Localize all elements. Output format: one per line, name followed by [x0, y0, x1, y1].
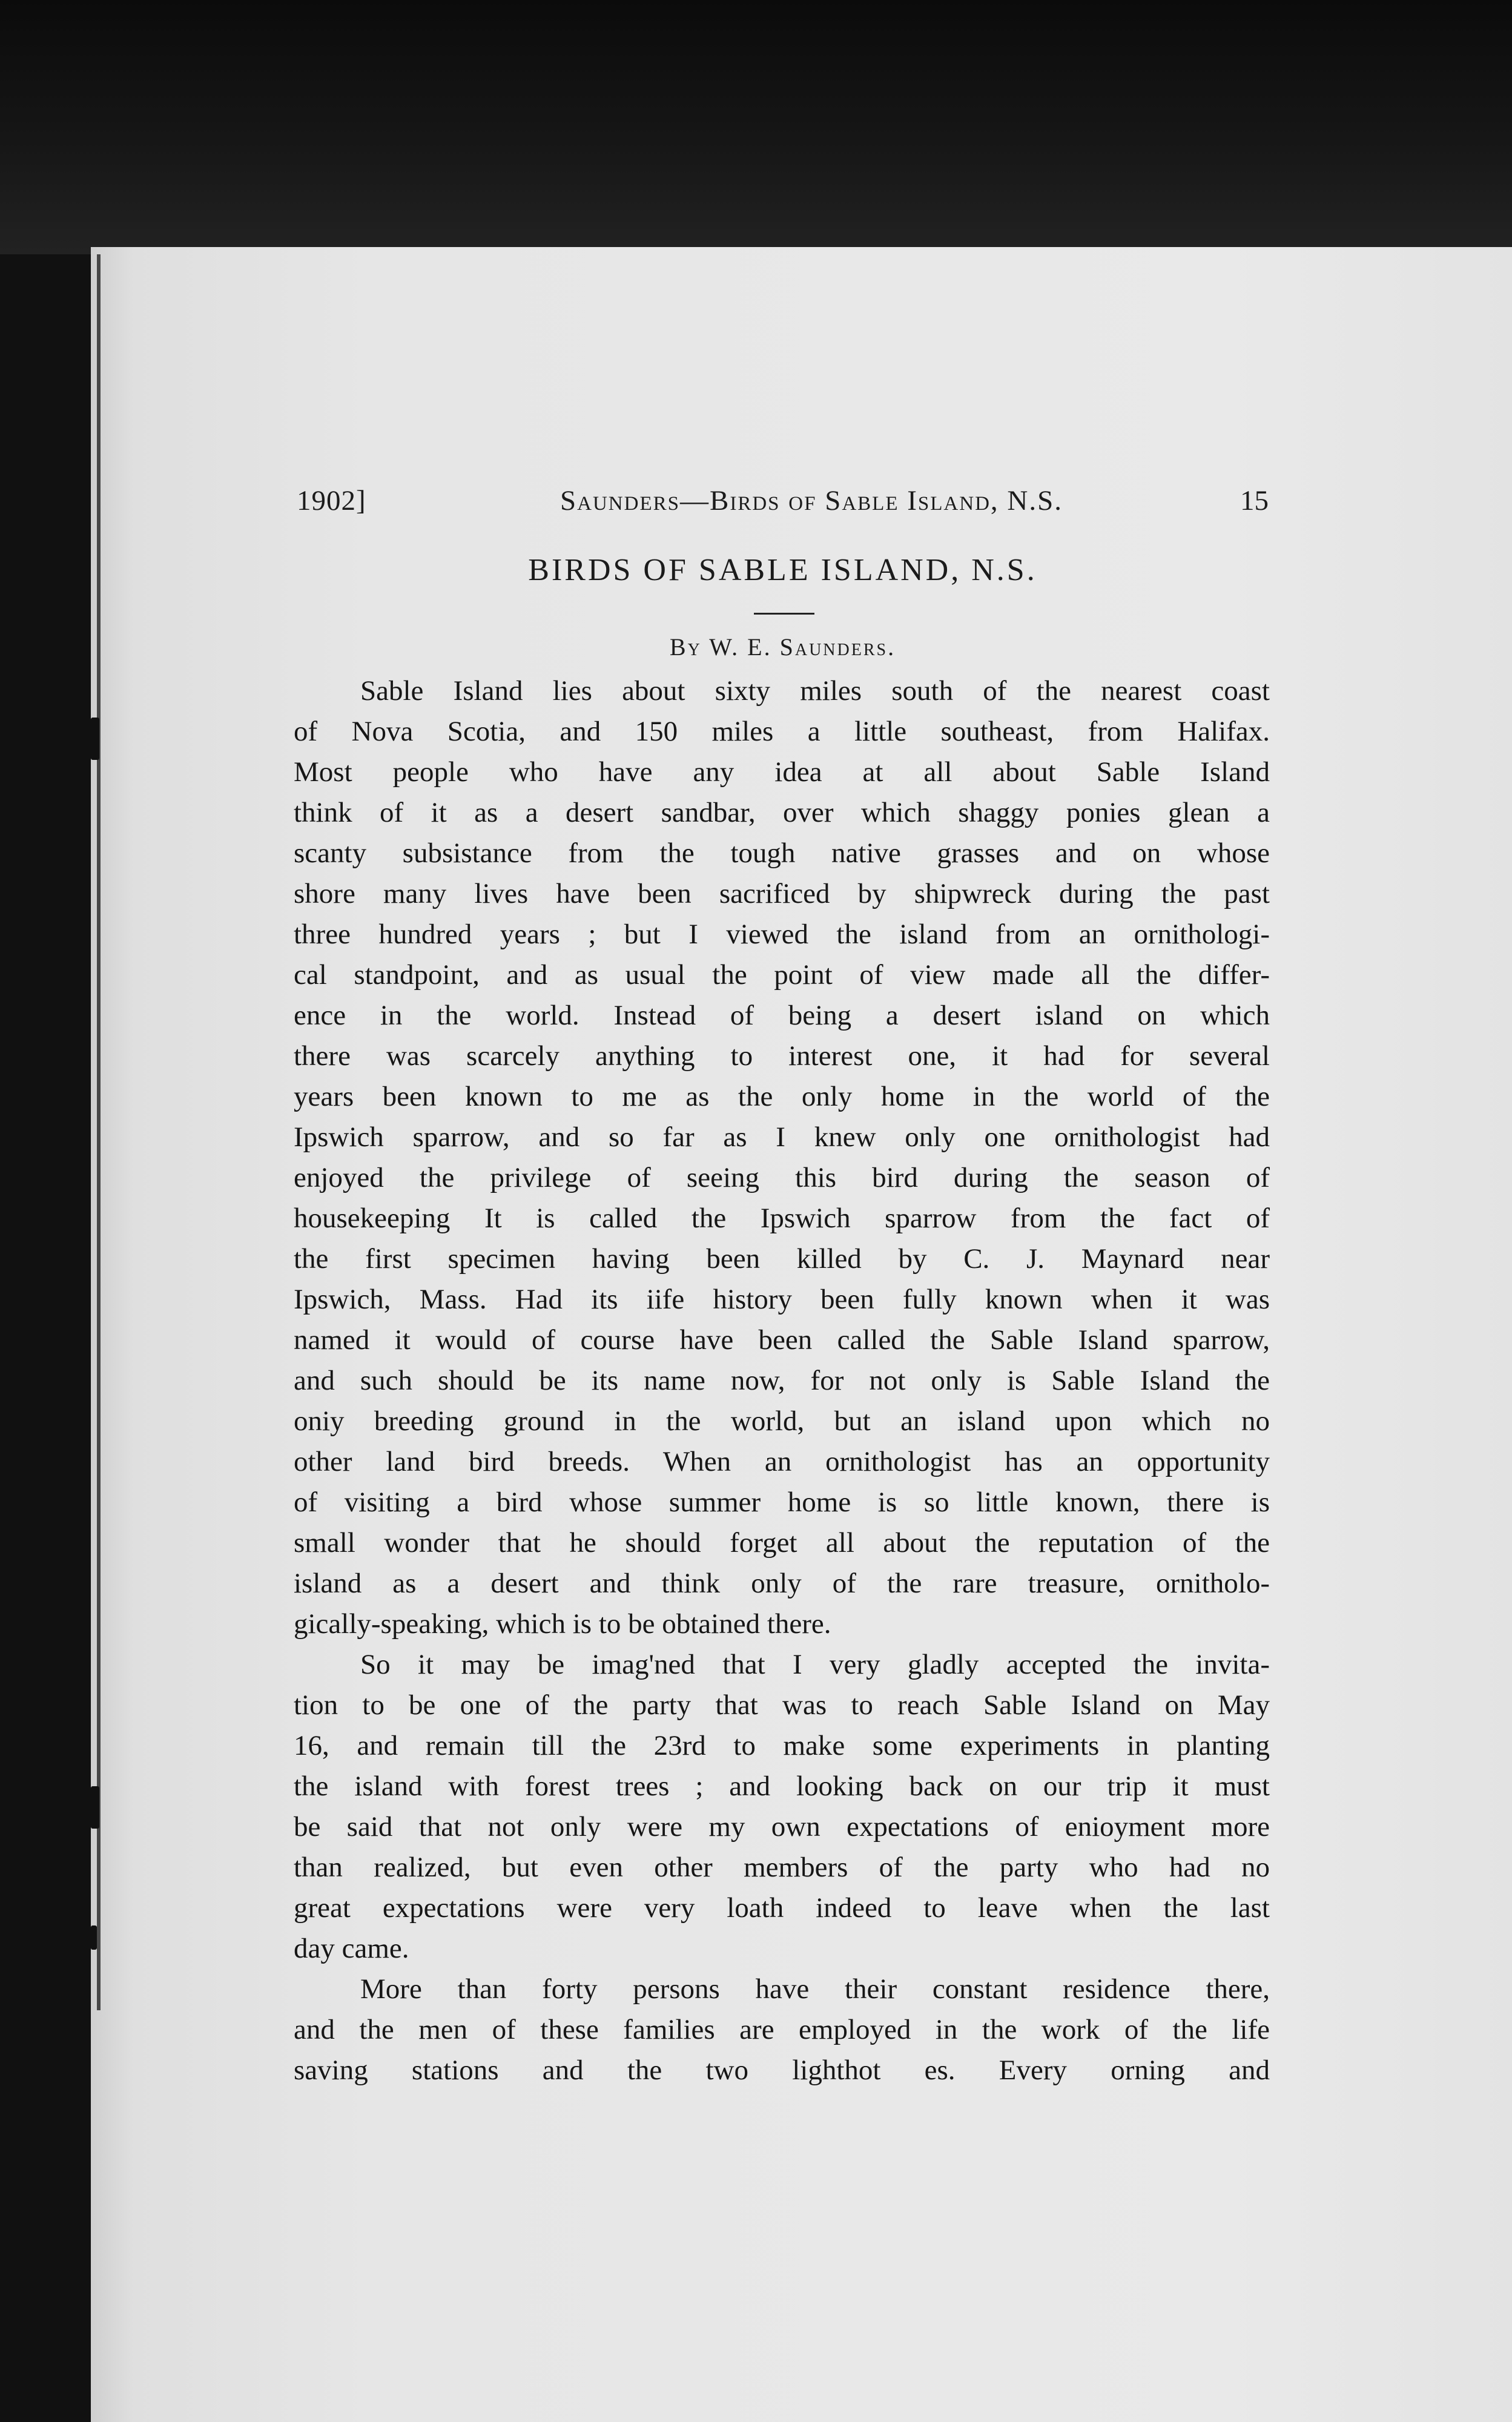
body-line: great expectations were very loath indeed to leave when the last: [294, 1892, 1270, 1924]
body-line: there was scarcely anything to interest one, it had for several: [294, 1040, 1270, 1072]
article-body: [294, 671, 1270, 2091]
body-line: More than forty persons have their constant residence there,: [360, 1973, 1270, 2005]
body-line: than realized, but even other members of the party who had no: [294, 1852, 1270, 1883]
body-line: gically-speaking, which is to be obtained there.: [294, 1608, 831, 1640]
body-line: shore many lives have been sacrificed by shipwreck during the past: [294, 878, 1270, 909]
body-line: years been known to me as the only home in the world of the: [294, 1081, 1270, 1112]
body-line: small wonder that he should forget all about the reputation of the: [294, 1527, 1270, 1559]
binding-mark: [91, 1786, 99, 1829]
body-line: oniy breeding ground in the world, but an island upon which no: [294, 1405, 1270, 1437]
body-line: and the men of these families are employed in the work of the life: [294, 2014, 1270, 2045]
body-line: 16, and remain till the 23rd to make some experiments in planting: [294, 1730, 1270, 1761]
body-line: other land bird breeds. When an ornithologist has an opportunity: [294, 1446, 1270, 1477]
body-line: housekeeping It is called the Ipswich sparrow from the fact of: [294, 1203, 1270, 1234]
binding-mark: [91, 1925, 97, 1950]
article-byline: By W. E. Saunders.: [669, 633, 896, 661]
page-number: 15: [1240, 485, 1269, 516]
running-title: Saunders—Birds of Sable Island, N.S.: [560, 485, 1063, 516]
body-line: the island with forest trees ; and looking back on our trip it must: [294, 1770, 1270, 1802]
article-title: BIRDS OF SABLE ISLAND, N.S.: [528, 553, 1037, 587]
body-line: saving stations and the two lighthot es. Every orning and: [294, 2054, 1270, 2086]
body-line: tion to be one of the party that was to reach Sable Island on May: [294, 1689, 1270, 1721]
body-line: Sable Island lies about sixty miles south of the nearest coast: [360, 675, 1270, 707]
body-line: of visiting a bird whose summer home is so little known, there is: [294, 1487, 1270, 1518]
body-line: scanty subsistance from the tough native grasses and on whose: [294, 837, 1270, 869]
body-line: three hundred years ; but I viewed the island from an ornithologi-: [294, 919, 1270, 950]
body-line: the first specimen having been killed by C. J. Maynard near: [294, 1243, 1270, 1275]
title-rule: [754, 613, 814, 615]
body-line: day came.: [294, 1933, 409, 1964]
body-line: So it may be imag'ned that I very gladly accepted the invita-: [360, 1649, 1270, 1680]
body-line: Ipswich, Mass. Had its iife history been fully known when it was: [294, 1284, 1270, 1315]
body-line: island as a desert and think only of the rare treasure, ornitholo-: [294, 1568, 1270, 1599]
binding-mark: [91, 718, 99, 760]
body-line: cal standpoint, and as usual the point of view made all the differ-: [294, 959, 1270, 991]
running-header: [297, 478, 1269, 521]
body-line: enjoyed the privilege of seeing this bird during the season of: [294, 1162, 1270, 1193]
scan-background: [0, 0, 1512, 254]
body-line: of Nova Scotia, and 150 miles a little southeast, from Halifax.: [294, 716, 1270, 747]
body-line: Most people who have any idea at all about Sable Island: [294, 756, 1270, 788]
body-line: be said that not only were my own expectations of enioyment more: [294, 1811, 1270, 1843]
body-line: ence in the world. Instead of being a desert island on which: [294, 1000, 1270, 1031]
header-year: 1902]: [297, 485, 366, 516]
body-line: and such should be its name now, for not only is Sable Island the: [294, 1365, 1270, 1396]
body-line: Ipswich sparrow, and so far as I knew only one ornithologist had: [294, 1121, 1270, 1153]
body-line: named it would of course have been called the Sable Island sparrow,: [294, 1324, 1270, 1356]
page-gutter-edge: [97, 254, 101, 2010]
body-line: think of it as a desert sandbar, over which shaggy ponies glean a: [294, 797, 1270, 828]
